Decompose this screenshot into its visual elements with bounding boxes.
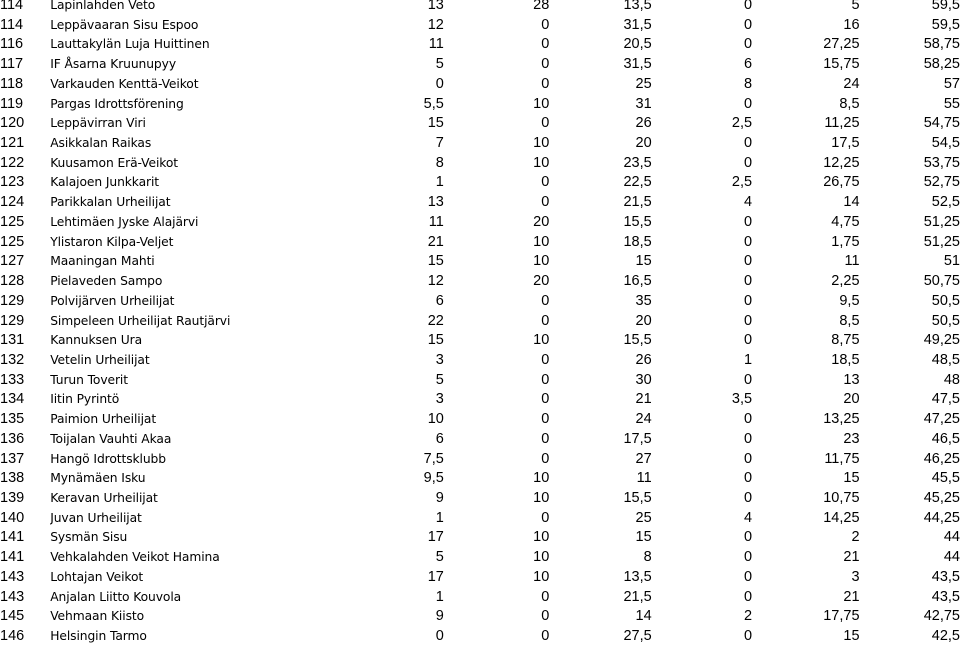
club-name-cell: Paimion Urheilijat: [50, 412, 157, 427]
total-score-cell: 47,25: [923, 411, 960, 428]
rank-cell: 141: [0, 529, 25, 546]
total-score-cell: 47,5: [931, 391, 960, 408]
club-name-cell: Sysmän Sisu: [50, 530, 128, 545]
score-2-cell: 0: [541, 371, 550, 388]
rank-cell: 135: [0, 411, 25, 428]
rank-cell: 137: [0, 450, 25, 467]
score-3-cell: 35: [635, 292, 652, 309]
score-2-cell: 10: [533, 95, 550, 112]
score-3-cell: 31,5: [623, 16, 652, 33]
score-4-cell: 2: [744, 608, 753, 625]
score-3-cell: 21: [635, 391, 652, 408]
table-row: [0, 272, 960, 292]
total-score-cell: 48: [943, 371, 960, 388]
table-row: [0, 627, 960, 647]
club-name-cell: Mynämäen Isku: [50, 471, 146, 486]
score-3-cell: 15,5: [623, 213, 652, 230]
club-name-cell: Varkauden Kenttä-Veikot: [50, 76, 199, 91]
score-4-cell: 0: [744, 135, 753, 152]
rank-cell: 116: [0, 36, 24, 53]
rank-cell: 138: [0, 470, 25, 487]
score-5-cell: 15,75: [823, 56, 860, 73]
score-3-cell: 13,5: [623, 0, 652, 13]
score-5-cell: 11: [844, 253, 860, 270]
table-row: [0, 75, 960, 95]
total-score-cell: 54,75: [923, 115, 960, 132]
club-name-cell: Leppävaaran Sisu Espoo: [50, 17, 199, 32]
rank-cell: 121: [0, 135, 25, 152]
score-2-cell: 0: [541, 292, 550, 309]
score-2-cell: 10: [533, 489, 550, 506]
score-4-cell: 0: [744, 549, 753, 566]
club-name-cell: Vehkalahden Veikot Hamina: [50, 550, 220, 565]
table-row: [0, 588, 960, 608]
score-5-cell: 1,75: [831, 233, 860, 250]
rank-cell: 119: [0, 95, 24, 112]
table-row: [0, 114, 960, 134]
table-row: [0, 252, 960, 272]
table-row: [0, 371, 960, 391]
table-row: [0, 390, 960, 410]
total-score-cell: 58,25: [923, 56, 960, 73]
score-2-cell: 0: [541, 411, 550, 428]
club-name-cell: Hangö Idrottsklubb: [50, 451, 166, 466]
rank-cell: 143: [0, 568, 25, 585]
score-3-cell: 22,5: [623, 174, 652, 191]
score-4-cell: 1: [744, 351, 753, 368]
rank-cell: 129: [0, 292, 25, 309]
table-row: [0, 292, 960, 312]
score-1-cell: 6: [435, 292, 444, 309]
rank-cell: 125: [0, 213, 25, 230]
score-4-cell: 0: [744, 371, 753, 388]
club-name-cell: Ylistaron Kilpa-Veljet: [50, 234, 174, 249]
score-4-cell: 0: [744, 233, 753, 250]
score-3-cell: 16,5: [623, 273, 652, 290]
score-4-cell: 0: [744, 628, 753, 644]
score-4-cell: 0: [744, 332, 753, 349]
score-2-cell: 0: [541, 509, 550, 526]
table-row: [0, 0, 960, 16]
rank-cell: 125: [0, 233, 25, 250]
score-1-cell: 21: [427, 233, 444, 250]
score-3-cell: 25: [635, 75, 652, 92]
score-3-cell: 27,5: [623, 628, 652, 644]
score-1-cell: 3: [435, 391, 444, 408]
total-score-cell: 51,25: [923, 233, 960, 250]
score-2-cell: 0: [541, 56, 550, 73]
table-row: [0, 154, 960, 174]
total-score-cell: 46,5: [931, 430, 960, 447]
score-2-cell: 28: [533, 0, 550, 13]
club-name-cell: Keravan Urheilijat: [50, 490, 158, 505]
score-3-cell: 17,5: [623, 430, 652, 447]
score-2-cell: 10: [533, 233, 550, 250]
score-1-cell: 0: [435, 75, 444, 92]
rank-cell: 143: [0, 588, 25, 605]
score-3-cell: 20: [635, 312, 652, 329]
rank-cell: 136: [0, 430, 25, 447]
score-2-cell: 0: [541, 450, 550, 467]
score-4-cell: 0: [744, 568, 753, 585]
table-row: [0, 233, 960, 253]
club-name-cell: Lohtajan Veikot: [50, 569, 144, 584]
score-1-cell: 11: [428, 213, 444, 230]
score-2-cell: 0: [541, 312, 550, 329]
table-row: [0, 16, 960, 36]
rank-cell: 131: [0, 332, 25, 349]
score-5-cell: 15: [843, 470, 860, 487]
rank-cell: 114: [0, 16, 24, 33]
score-5-cell: 2,25: [831, 273, 860, 290]
table-row: [0, 95, 960, 115]
club-name-cell: Pielaveden Sampo: [50, 274, 163, 289]
score-5-cell: 14,25: [823, 509, 860, 526]
club-name-cell: IF Åsarna Kruunupyy: [50, 57, 176, 72]
club-name-cell: Turun Toverit: [50, 372, 128, 387]
club-name-cell: Maaningan Mahti: [50, 254, 155, 269]
club-name-cell: Lehtimäen Jyske Alajärvi: [50, 214, 199, 229]
score-2-cell: 0: [541, 36, 550, 53]
score-1-cell: 7,5: [423, 450, 444, 467]
score-1-cell: 17: [427, 568, 444, 585]
score-5-cell: 18,5: [831, 351, 860, 368]
score-5-cell: 11,75: [824, 450, 860, 467]
score-1-cell: 5: [435, 371, 444, 388]
rank-cell: 120: [0, 115, 25, 132]
score-5-cell: 17,5: [831, 135, 860, 152]
score-1-cell: 9,5: [423, 470, 444, 487]
score-2-cell: 20: [533, 273, 550, 290]
score-3-cell: 26: [635, 115, 652, 132]
score-1-cell: 13: [427, 0, 444, 13]
total-score-cell: 43,5: [931, 588, 960, 605]
score-4-cell: 4: [744, 194, 753, 211]
total-score-cell: 50,5: [931, 312, 960, 329]
score-1-cell: 1: [435, 588, 444, 605]
score-4-cell: 0: [744, 430, 753, 447]
total-score-cell: 49,25: [923, 332, 960, 349]
score-1-cell: 5: [435, 549, 444, 566]
score-2-cell: 10: [533, 549, 550, 566]
table-row: [0, 450, 960, 470]
score-4-cell: 0: [744, 312, 753, 329]
score-4-cell: 8: [744, 75, 753, 92]
score-2-cell: 0: [541, 430, 550, 447]
total-score-cell: 44,25: [923, 509, 960, 526]
club-name-cell: Toijalan Vauhti Akaa: [50, 431, 172, 446]
total-score-cell: 55: [943, 95, 960, 112]
total-score-cell: 50,75: [923, 273, 960, 290]
total-score-cell: 48,5: [931, 351, 960, 368]
score-5-cell: 11,25: [824, 115, 860, 132]
score-5-cell: 8,75: [831, 332, 860, 349]
club-name-cell: Parikkalan Urheilijat: [50, 195, 171, 210]
score-4-cell: 0: [744, 36, 753, 53]
score-3-cell: 26: [635, 351, 652, 368]
rank-cell: 140: [0, 509, 25, 526]
score-2-cell: 0: [541, 608, 550, 625]
score-4-cell: 0: [744, 273, 753, 290]
total-score-cell: 45,25: [923, 489, 960, 506]
score-5-cell: 14: [843, 194, 860, 211]
score-2-cell: 10: [533, 470, 550, 487]
score-2-cell: 10: [533, 253, 550, 270]
total-score-cell: 52,5: [931, 194, 960, 211]
score-5-cell: 15: [843, 628, 860, 644]
score-4-cell: 0: [744, 489, 753, 506]
table-row: [0, 528, 960, 548]
score-2-cell: 10: [533, 529, 550, 546]
club-name-cell: Leppävirran Viri: [50, 116, 146, 131]
score-1-cell: 11: [428, 36, 444, 53]
score-1-cell: 8: [435, 154, 444, 171]
score-2-cell: 10: [533, 332, 550, 349]
score-3-cell: 15,5: [623, 332, 652, 349]
total-score-cell: 44: [943, 529, 960, 546]
table-row: [0, 331, 960, 351]
club-name-cell: Juvan Urheilijat: [50, 510, 142, 525]
score-3-cell: 11: [636, 470, 652, 487]
rank-cell: 114: [0, 0, 24, 13]
score-5-cell: 16: [843, 16, 860, 33]
total-score-cell: 51: [943, 253, 960, 270]
score-4-cell: 6: [744, 56, 753, 73]
score-4-cell: 0: [744, 450, 753, 467]
club-name-cell: Kalajoen Junkkarit: [50, 175, 160, 190]
score-4-cell: 0: [744, 253, 753, 270]
score-4-cell: 2,5: [731, 115, 753, 132]
table-row: [0, 173, 960, 193]
score-1-cell: 0: [435, 628, 444, 644]
score-5-cell: 13,25: [823, 411, 860, 428]
score-3-cell: 31: [635, 95, 652, 112]
table-row: [0, 410, 960, 430]
score-4-cell: 2,5: [731, 174, 753, 191]
table-row: [0, 509, 960, 529]
score-1-cell: 12: [427, 273, 444, 290]
score-4-cell: 0: [744, 411, 753, 428]
score-3-cell: 20,5: [623, 36, 652, 53]
score-5-cell: 8,5: [839, 312, 860, 329]
club-name-cell: Vehmaan Kiisto: [50, 609, 145, 624]
total-score-cell: 44: [943, 549, 960, 566]
score-2-cell: 0: [541, 115, 550, 132]
score-2-cell: 0: [541, 628, 550, 644]
score-4-cell: 3,5: [731, 391, 753, 408]
score-5-cell: 4,75: [831, 213, 860, 230]
total-score-cell: 46,25: [923, 450, 960, 467]
score-3-cell: 23,5: [623, 154, 652, 171]
rank-cell: 118: [0, 75, 24, 92]
total-score-cell: 59,5: [931, 16, 960, 33]
club-name-cell: Kuusamon Erä-Veikot: [50, 155, 179, 170]
score-3-cell: 30: [635, 371, 652, 388]
rank-cell: 127: [0, 253, 25, 270]
rank-cell: 117: [0, 56, 24, 73]
score-1-cell: 17: [427, 529, 444, 546]
score-3-cell: 18,5: [623, 233, 652, 250]
score-3-cell: 24: [635, 411, 652, 428]
score-1-cell: 10: [427, 411, 444, 428]
score-3-cell: 14: [635, 608, 652, 625]
score-2-cell: 0: [541, 75, 550, 92]
table-row: [0, 35, 960, 55]
score-1-cell: 9: [435, 608, 444, 625]
score-2-cell: 10: [533, 154, 550, 171]
rank-cell: 134: [0, 391, 25, 408]
score-3-cell: 21,5: [623, 588, 652, 605]
score-5-cell: 24: [843, 75, 860, 92]
rank-cell: 124: [0, 194, 25, 211]
rank-cell: 145: [0, 608, 25, 625]
score-5-cell: 20: [843, 391, 860, 408]
score-3-cell: 15: [635, 253, 652, 270]
score-4-cell: 0: [744, 0, 753, 13]
club-name-cell: Asikkalan Raikas: [50, 136, 152, 151]
club-name-cell: Lapinlahden Veto: [50, 0, 156, 12]
score-3-cell: 25: [635, 509, 652, 526]
score-5-cell: 21: [843, 549, 860, 566]
rank-cell: 133: [0, 371, 25, 388]
score-4-cell: 0: [744, 213, 753, 230]
score-5-cell: 27,25: [823, 36, 860, 53]
score-4-cell: 0: [744, 95, 753, 112]
rank-cell: 139: [0, 489, 25, 506]
club-name-cell: Kannuksen Ura: [50, 333, 143, 348]
score-5-cell: 8,5: [839, 95, 860, 112]
total-score-cell: 51,25: [923, 213, 960, 230]
score-5-cell: 3: [851, 568, 860, 585]
score-4-cell: 0: [744, 292, 753, 309]
score-2-cell: 0: [541, 174, 550, 191]
score-1-cell: 15: [427, 115, 444, 132]
score-2-cell: 0: [541, 351, 550, 368]
rank-cell: 122: [0, 154, 25, 171]
score-2-cell: 0: [541, 194, 550, 211]
score-3-cell: 31,5: [623, 56, 652, 73]
score-4-cell: 0: [744, 154, 753, 171]
club-name-cell: Polvijärven Urheilijat: [50, 293, 175, 308]
total-score-cell: 54,5: [931, 135, 960, 152]
score-4-cell: 0: [744, 470, 753, 487]
score-5-cell: 26,75: [823, 174, 860, 191]
score-4-cell: 4: [744, 509, 753, 526]
rank-cell: 128: [0, 273, 25, 290]
total-score-cell: 45,5: [931, 470, 960, 487]
score-2-cell: 0: [541, 16, 550, 33]
score-5-cell: 21: [843, 588, 860, 605]
score-1-cell: 15: [427, 332, 444, 349]
rank-cell: 132: [0, 351, 25, 368]
score-2-cell: 10: [533, 135, 550, 152]
table-row: [0, 312, 960, 332]
score-5-cell: 23: [843, 430, 860, 447]
score-1-cell: 12: [427, 16, 444, 33]
score-3-cell: 13,5: [623, 568, 652, 585]
rank-cell: 141: [0, 549, 25, 566]
table-row: [0, 469, 960, 489]
total-score-cell: 42,5: [931, 628, 960, 644]
score-5-cell: 10,75: [823, 489, 860, 506]
club-name-cell: Lauttakylän Luja Huittinen: [50, 37, 210, 52]
club-name-cell: Simpeleen Urheilijat Rautjärvi: [50, 313, 231, 328]
score-1-cell: 6: [435, 430, 444, 447]
total-score-cell: 58,75: [923, 36, 960, 53]
total-score-cell: 57: [943, 75, 960, 92]
score-1-cell: 9: [435, 489, 444, 506]
table-row: [0, 489, 960, 509]
score-1-cell: 22: [427, 312, 444, 329]
rank-cell: 123: [0, 174, 25, 191]
score-4-cell: 0: [744, 529, 753, 546]
score-2-cell: 0: [541, 588, 550, 605]
total-score-cell: 53,75: [923, 154, 960, 171]
total-score-cell: 43,5: [931, 568, 960, 585]
rank-cell: 129: [0, 312, 25, 329]
score-3-cell: 21,5: [623, 194, 652, 211]
table-row: [0, 568, 960, 588]
club-name-cell: Iitin Pyrintö: [50, 392, 120, 407]
score-3-cell: 8: [643, 549, 652, 566]
score-2-cell: 10: [533, 568, 550, 585]
club-name-cell: Anjalan Liitto Kouvola: [50, 589, 182, 604]
score-5-cell: 13: [843, 371, 860, 388]
score-1-cell: 5: [435, 56, 444, 73]
score-1-cell: 7: [435, 135, 444, 152]
table-row: [0, 351, 960, 371]
score-3-cell: 20: [635, 135, 652, 152]
score-1-cell: 1: [435, 174, 444, 191]
score-5-cell: 12,25: [823, 154, 860, 171]
table-row: [0, 430, 960, 450]
score-1-cell: 15: [427, 253, 444, 270]
score-5-cell: 9,5: [839, 292, 860, 309]
score-3-cell: 27: [635, 450, 652, 467]
club-name-cell: Pargas Idrottsförening: [50, 96, 184, 111]
table-row: [0, 193, 960, 213]
score-3-cell: 15,5: [623, 489, 652, 506]
table-row: [0, 55, 960, 75]
score-5-cell: 17,75: [823, 608, 860, 625]
table-row: [0, 134, 960, 154]
score-1-cell: 13: [427, 194, 444, 211]
score-4-cell: 0: [744, 588, 753, 605]
club-name-cell: Helsingin Tarmo: [50, 629, 147, 643]
total-score-cell: 50,5: [931, 292, 960, 309]
score-2-cell: 20: [533, 213, 550, 230]
rank-cell: 146: [0, 628, 25, 644]
total-score-cell: 59,5: [931, 0, 960, 13]
score-5-cell: 5: [851, 0, 860, 13]
score-2-cell: 0: [541, 391, 550, 408]
table-row: [0, 213, 960, 233]
score-5-cell: 2: [851, 529, 860, 546]
total-score-cell: 52,75: [923, 174, 960, 191]
table-row: [0, 607, 960, 627]
score-3-cell: 15: [635, 529, 652, 546]
table-row: [0, 548, 960, 568]
score-4-cell: 0: [744, 16, 753, 33]
score-1-cell: 3: [435, 351, 444, 368]
club-name-cell: Vetelin Urheilijat: [50, 352, 150, 367]
total-score-cell: 42,75: [923, 608, 960, 625]
score-1-cell: 5,5: [423, 95, 444, 112]
score-1-cell: 1: [435, 509, 444, 526]
